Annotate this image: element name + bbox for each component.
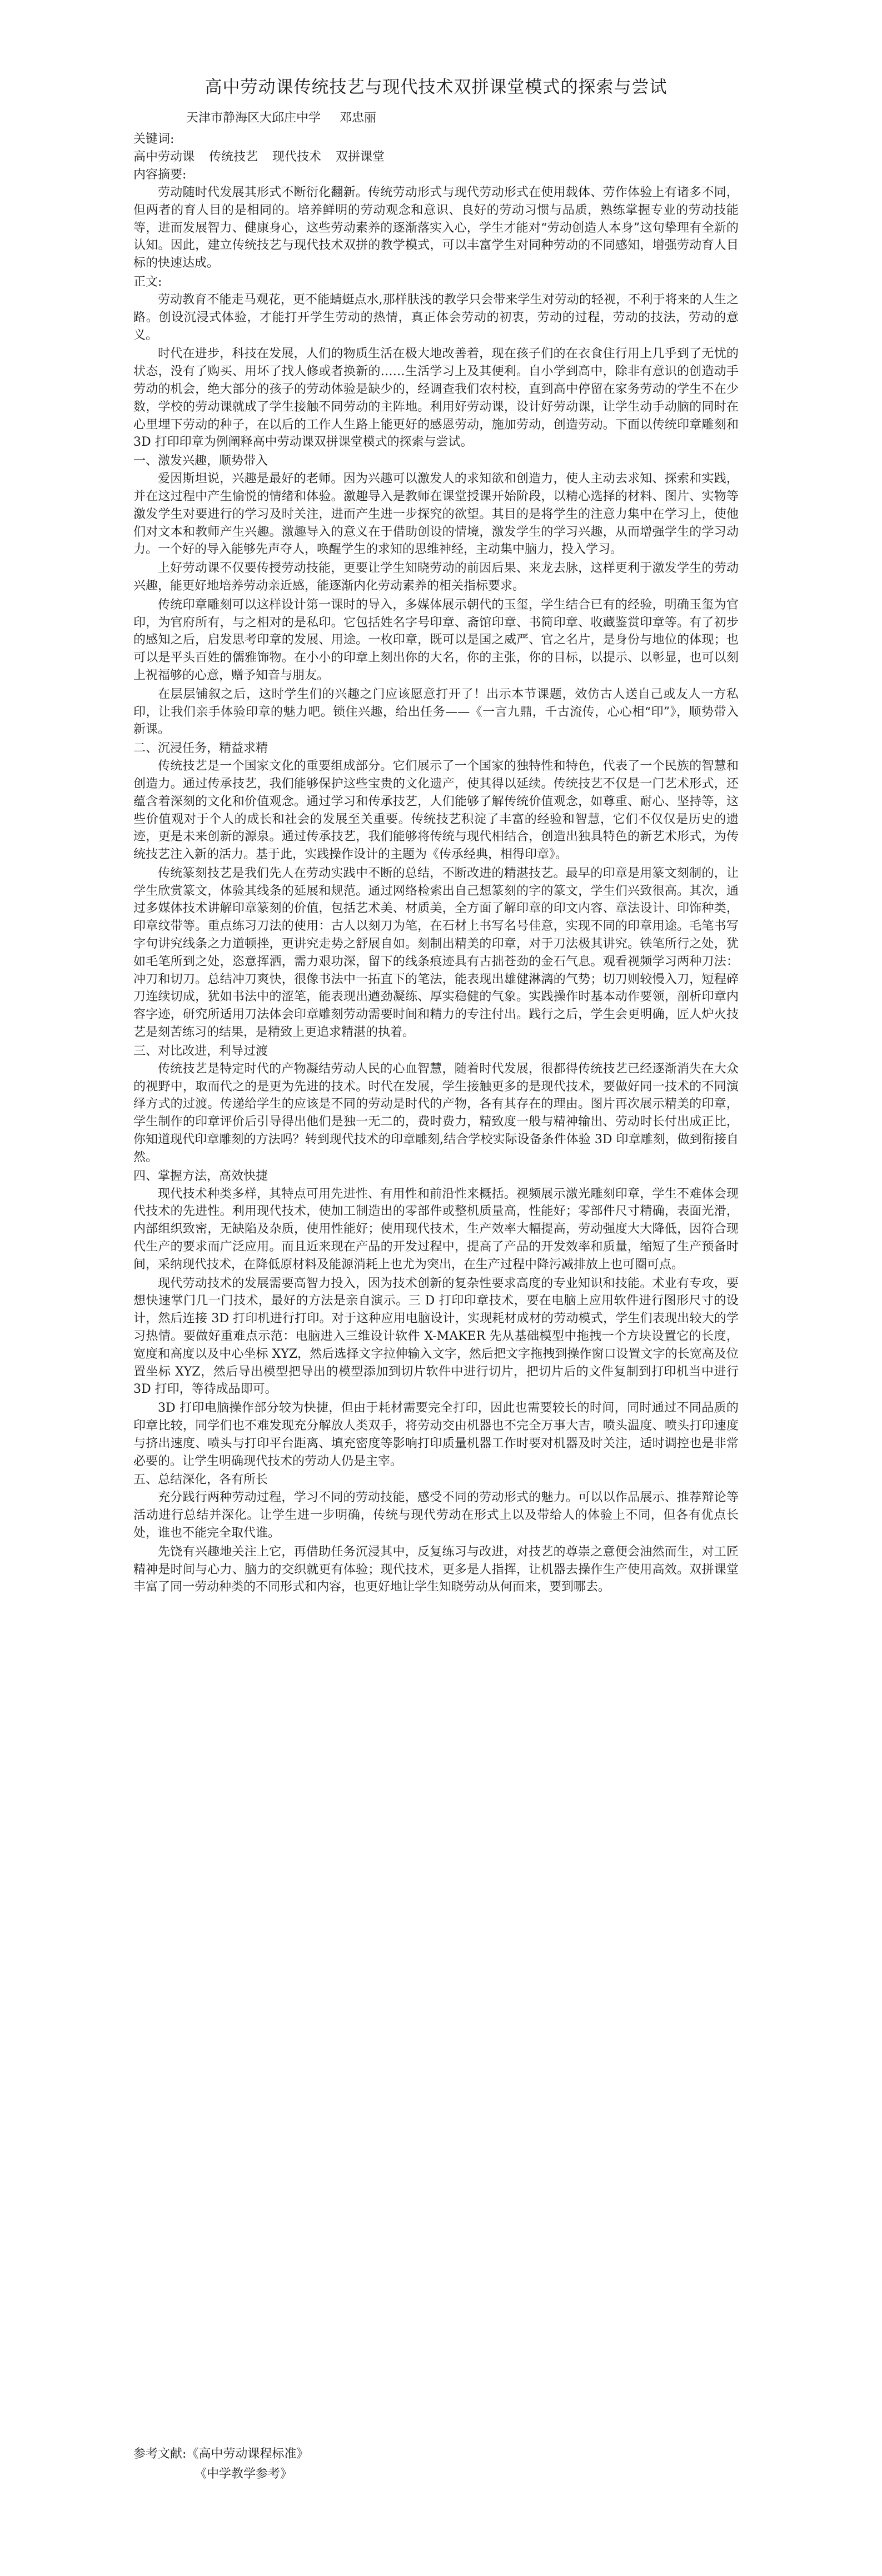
section-paragraph: 上好劳动课不仅要传授劳动技能，更要让学生知晓劳动的前因后果、来龙去脉，这样更利于激发学生的劳动兴趣，能更好地培养劳动亲近感，能逐渐内化劳动素养的相关指标要求。 <box>133 561 739 593</box>
main-text-label: 正文: <box>133 275 162 289</box>
keywords-list <box>133 148 739 166</box>
keywords-label: 关键词: <box>133 132 175 146</box>
section-paragraph: 传统技艺是特定时代的产物凝结劳动人民的心血智慧，随着时代发展，很都得传统技艺已经逐渐消失在大众的视野中，取而代之的是更为先进的技术。时代在发展，学生接触更多的是现代技术，要做好同一技术的不同演绎方式的过渡。传递给学生的应该是不同的劳动是时代的产物，各有其存在的理由。图片再次展示精美的印章，学生制作的印章评价后引导得出他们是独一无二的，费时费力，精致度一般与精神输出、劳动时长付出成正比，你知道现代印章雕刻的方法吗？转到现代技术的印章雕刻,结合学校实际设备条件体验 3D 印章雕刻，做到衔接自然。 <box>133 1062 739 1164</box>
reference-item <box>133 2464 308 2484</box>
abstract-text: 劳动随时代发展其形式不断衍化翻新。传统劳动形式与现代劳动形式在使用载体、劳作体验上有诸多不同，但两者的育人目的是相同的。培养鲜明的劳动观念和意识、良好的劳动习惯与品质，熟练掌握专业的劳动技能等，进而发展智力、健康身心，这些劳动素养的逐渐落实入心，学生才能对“劳动创造人本身”这句挚理有全新的认知。因此，建立传统技艺与现代技术双拼的教学模式，可以丰富学生对同种劳动的不同感知，增强劳动育人目标的快速达成。 <box>133 186 739 271</box>
page-title: 高中劳动课传统技艺与现代技术双拼课堂模式的探索与尝试 <box>205 77 667 97</box>
section-heading: 四、掌握方法，高效快捷 <box>133 1169 268 1183</box>
intro-paragraph: 时代在进步，科技在发展，人们的物质生活在极大地改善着，现在孩子们的在衣食住行用上几乎到了无忧的状态，没有了购买、用坏了找人修或者换新的……生活学习上及其便利。自小学到高中，除非有意识的创造动手劳动的机会，绝大部分的孩子的劳动体验是缺少的，经调查我们农村校，直到高中停留在家务劳动的学生不在少数，学校的劳动课就成了学生接触不同劳动的主阵地。利用好劳动课，设计好劳动课，让学生动手动脑的同时在心里埋下劳动的种子，在以后的工作人生路上能更好的感恩劳动，施加劳动，创造劳动。下面以传统印章雕刻和 3D 打印印章为例阐释高中劳动课双拼课堂模式的探索与尝试。 <box>133 347 739 450</box>
author-name: 邓忠丽 <box>340 111 377 125</box>
references <box>133 2444 308 2484</box>
keyword: 高中劳动课 <box>133 150 195 164</box>
keyword: 双拼课堂 <box>336 150 385 164</box>
intro-paragraph: 劳动教育不能走马观花，更不能蜻蜓点水,那样肤浅的教学只会带来学生对劳动的轻视，不利于将来的人生之路。创设沉浸式体验，才能打开学生劳动的热情，真正体会劳动的初衷，劳动的过程，劳动的技法，劳动的意义。 <box>133 292 739 342</box>
section-paragraph: 现代劳动技术的发展需要高智力投入，因为技术创新的复杂性要求高度的专业知识和技能。术业有专攻，要想快速掌门几一门技术，最好的方法是亲自演示。三 D 打印印章技术，要在电脑上应用软件进行图形尺寸的设计，然后连接 3D 打印机进行打印。对于这种应用电脑设计，实现耗材成材的劳动模式，学生们表现出较大的学习热情。要做好重难点示范：电脑进入三维设计软件 X-MAKER 先从基础模型中拖拽一个方块设置它的长度，宽度和高度以及中心坐标 XYZ，然后选择文字拉伸输入文字，然后把文字拖拽到操作窗口设置文字的长宽高及位置坐标 XYZ，然后导出模型把导出的模型添加到切片软件中进行切片，把切片后的文件复制到打印机当中进行 3D 打印，等待成品即可。 <box>133 1276 739 1397</box>
section-paragraph: 在层层铺叙之后，这时学生们的兴趣之门应该愿意打开了！出示本节课题，效仿古人送自己或友人一方私印，让我们亲手体验印章的魅力吧。锁住兴趣，给出任务——《一言九鼎，千古流传，心心相“印”》，顺势带入新课。 <box>133 687 739 737</box>
section-heading: 三、对比改进，利导过渡 <box>133 1044 268 1058</box>
author-school: 天津市静海区大邱庄中学 <box>186 111 321 125</box>
section-paragraph: 传统技艺是一个国家文化的重要组成部分。它们展示了一个国家的独特性和特色，代表了一个民族的智慧和创造力。通过传承技艺，我们能够保护这些宝贵的文化遗产，使其得以延续。传统技艺不仅是一门艺术形式，还蕴含着深刻的文化和价值观念。通过学习和传承技艺，人们能够了解传统价值观念，如尊重、耐心、坚持等，这些价值观对于个人的成长和社会的发展至关重要。传统技艺积淀了丰富的经验和智慧，它们不仅仅是历史的遗迹，更是未来创新的源泉。通过传承技艺，我们能够将传统与现代相结合，创造出独具特色的新艺术形式，为传统技艺注入新的活力。基于此，实践操作设计的主题为《传承经典，相得印章》。 <box>133 759 739 862</box>
section-heading: 五、总结深化，各有所长 <box>133 1473 268 1487</box>
reference-title: 《高中劳动课程标准》 <box>186 2447 309 2461</box>
reference-item <box>133 2444 308 2464</box>
section-paragraph: 充分践行两种劳动过程，学习不同的劳动技能，感受不同的劳动形式的魅力。可以以作品展示、推荐辩论等活动进行总结并深化。让学生进一步明确，传统与现代劳动在形式上以及带给人的体验上不同，但各有优点长处，谁也不能完全取代谁。 <box>133 1491 739 1540</box>
reference-title: 《中学教学参考》 <box>195 2467 293 2481</box>
section-paragraph: 爱因斯坦说，兴趣是最好的老师。因为兴趣可以激发人的求知欲和创造力，使人主动去求知、探索和实践，并在这过程中产生愉悦的情绪和体验。激趣导入是教师在课堂授课开始阶段，以精心选择的材料、图片、实物等激发学生对要进行的学习及时关注，进而产生进一步探究的欲望。其目的是将学生的注意力集中在学习上，使他们对文本和教师产生兴趣。激趣导入的意义在于借助创设的情境，激发学生的学习兴趣，从而增强学生的学习动力。一个好的导入能够先声夺人，唤醒学生的求知的思维神经，主动集中脑力，投入学习。 <box>133 472 739 557</box>
section-paragraph: 3D 打印电脑操作部分较为快捷，但由于耗材需要完全打印，因此也需要较长的时间，同时通过不同品质的印章比较，同学们也不难发现充分解放人类双手，将劳动交由机器也不完全万事大吉，喷头温度、喷头打印速度与挤出速度、喷头与打印平台距离、填充密度等影响打印质量机器工作时要对机器及时关注，适时调控也是非常必要的。让学生明确现代技术的劳动人仍是主宰。 <box>133 1401 739 1468</box>
section-heading: 二、沉浸任务，精益求精 <box>133 741 268 756</box>
abstract-label: 内容摘要: <box>133 168 187 182</box>
section-paragraph: 现代技术种类多样，其特点可用先进性、有用性和前沿性来概括。视频展示激光雕刻印章，学生不难体会现代技术的先进性。利用现代技术，使加工制造出的零部件或整机质量高，性能好；零部件尺寸精确，表面光滑，内部组织致密，无缺陷及杂质，使用性能好；使用现代技术，生产效率大幅提高，劳动强度大大降低，因符合现代生产的要求而广泛应用。而且近来现在产品的开发过程中，提高了产品的开发效率和质量，缩短了生产预备时间，采纳现代技术，在降低原材料及能源消耗上也尤为突出，在生产过程中降污减排放上也可圈可点。 <box>133 1187 739 1272</box>
references-label: 参考文献: <box>133 2447 187 2461</box>
keyword: 传统技艺 <box>209 150 258 164</box>
section-paragraph: 传统印章雕刻可以这样设计第一课时的导入，多媒体展示朝代的玉玺，学生结合已有的经验，明确玉玺为官印，为官府所有，与之相对的是私印。它包括姓名字号印章、斋馆印章、书简印章、收藏鉴赏印章等。有了初步的感知之后，启发思考印章的发展、用途。一枚印章，既可以是国之威严、官之名片，是身份与地位的体现；也可以是平头百姓的儒雅饰物。在小小的印章上刻出你的大名，你的主张，你的目标，以提示、以彰显，也可以刻上祝福够的心意，赠予知音与朋友。 <box>133 597 739 682</box>
section-paragraph: 传统篆刻技艺是我们先人在劳动实践中不断的总结，不断改进的精湛技艺。最早的印章是用篆文刻制的，让学生欣赏篆文，体验其线条的延展和规范。通过网络检索出自己想篆刻的字的篆文，学生们兴致很高。其次，通过多媒体技术讲解印章篆刻的价值，包括艺术美、材质美，全方面了解印章的印文内容、章法设计、印饰种类，印章纹带等。重点练习刀法的使用：古人以刻刀为笔，在石材上书写名号佳意，实现不同的印章用途。毛笔书写字句讲究线条之力道顿挫，更讲究走势之舒展自如。刻制出精美的印章，对于刀法极其讲究。铁笔所行之处，犹如毛笔所到之处，恣意挥洒，需力艰功深，留下的线条痕迹具有古拙苍劲的金石气息。观看视频学习两种刀法：冲刀和切刀。总结冲刀爽快，很像书法中一拓直下的笔法，能表现出雄健淋漓的气势；切刀则较慢入刀，短程碎刀连续切成，犹如书法中的涩笔，能表现出遒劲凝练、厚实稳健的气象。实践操作时基本动作要领，剖析印章内容字迹，研究所适用刀法体会印章雕刻劳动需要时间和精力的专注付出。践行之后，学生会更明确，匠人炉火技艺是刻苦练习的结果，是精致上更追求精湛的执着。 <box>133 866 739 1040</box>
keyword: 现代技术 <box>272 150 322 164</box>
author-line <box>133 109 739 127</box>
section-paragraph: 先饶有兴趣地关注上它，再借助任务沉浸其中，反复练习与改进，对技艺的尊崇之意便会油然而生，对工匠精神是时间与心力、脑力的交织就更有体验；现代技术，更多是人指挥，让机器去操作生产使用高效。双拼课堂丰富了同一劳动种类的不同形式和内容，也更好地让学生知晓劳动从何而来，要到哪去。 <box>133 1544 739 1595</box>
section-heading: 一、激发兴趣，顺势带入 <box>133 454 268 469</box>
